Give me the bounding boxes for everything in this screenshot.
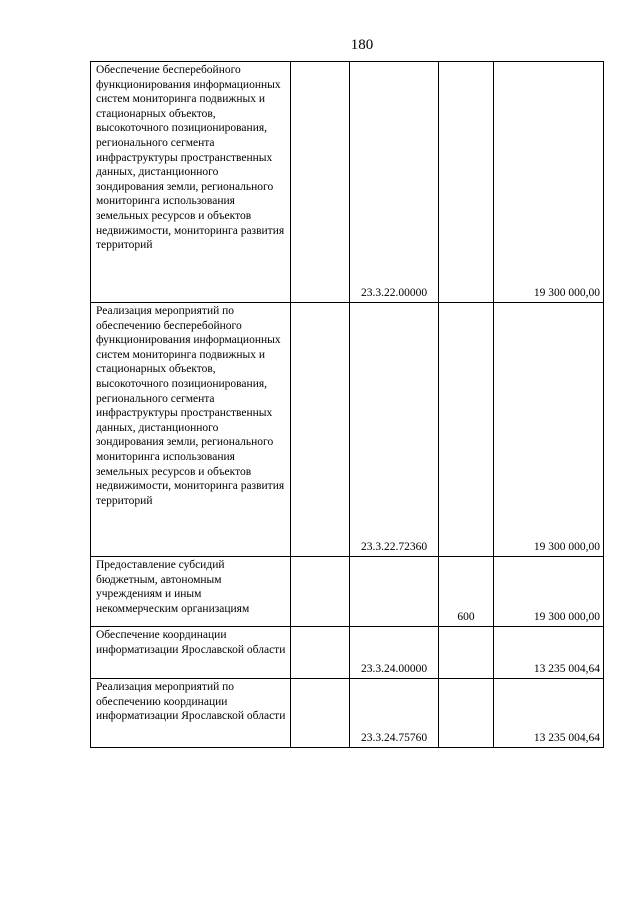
row-dept-cell (291, 557, 350, 627)
row-dept (291, 746, 349, 747)
row-sum-cell (494, 679, 604, 748)
row-code-cell (350, 557, 439, 627)
row-type (439, 746, 493, 747)
row-code-cell (350, 62, 439, 303)
row-name-cell (91, 557, 291, 627)
row-name: Обеспечение координации информатизации Ярославской области (96, 629, 286, 656)
row-sum-cell (494, 303, 604, 557)
row-type: 600 (457, 611, 475, 624)
row-sum-cell (494, 557, 604, 627)
row-sum-cell (494, 62, 604, 303)
row-code-cell (350, 679, 439, 748)
row-code: 23.3.24.00000 (360, 663, 428, 676)
row-type-cell (439, 62, 494, 303)
row-sum: 19 300 000,00 (533, 287, 600, 300)
table-row (91, 303, 604, 557)
row-code: 23.3.24.75760 (360, 732, 428, 745)
table-row (91, 557, 604, 627)
row-name: Реализация мероприятий по обеспечению координации информатизации Ярославской области (96, 681, 286, 723)
row-type-cell (439, 557, 494, 627)
row-dept-cell (291, 62, 350, 303)
row-sum: 13 235 004,64 (533, 663, 600, 676)
row-type-cell (439, 627, 494, 679)
row-sum: 19 300 000,00 (533, 541, 600, 554)
table-row (91, 62, 604, 303)
row-dept-cell (291, 679, 350, 748)
row-dept-cell (291, 303, 350, 557)
table-row (91, 627, 604, 679)
budget-table (90, 61, 604, 748)
row-name: Предоставление субсидий бюджетным, автономным учреждениям и иным некоммерческим организациям (96, 559, 250, 615)
row-name-cell (91, 679, 291, 748)
row-sum-cell (494, 627, 604, 679)
row-code-cell (350, 303, 439, 557)
row-sum: 19 300 000,00 (533, 611, 600, 624)
row-code: 23.3.22.72360 (360, 541, 428, 554)
page-number: 180 (350, 37, 374, 53)
row-name-cell (91, 62, 291, 303)
row-name-cell (91, 627, 291, 679)
row-type-cell (439, 679, 494, 748)
row-type-cell (439, 303, 494, 557)
row-name-cell (91, 303, 291, 557)
row-code: 23.3.22.00000 (360, 287, 428, 300)
row-name: Реализация мероприятий по обеспечению бесперебойного функционирования информационных систем мониторинга подвижных и стационарных объектов, высокоточного позиционирования, регионального сегмента инфраструктуры пространственных данных, дистанционного зондирования земли, регионального мониторинга использования земельных ресурсов и объектов недвижимости, мониторинга развития территорий (96, 305, 285, 507)
row-sum: 13 235 004,64 (533, 732, 600, 745)
table-row (91, 679, 604, 748)
row-dept-cell (291, 627, 350, 679)
row-name: Обеспечение бесперебойного функционирования информационных систем мониторинга подвижных и стационарных объектов, высокоточного позиционирования, регионального сегмента инфраструктуры пространственных данных, дистанционного зондирования земли, регионального мониторинга использования земельных ресурсов и объектов недвижимости, мониторинга развития территорий (96, 64, 285, 252)
row-code-cell (350, 627, 439, 679)
